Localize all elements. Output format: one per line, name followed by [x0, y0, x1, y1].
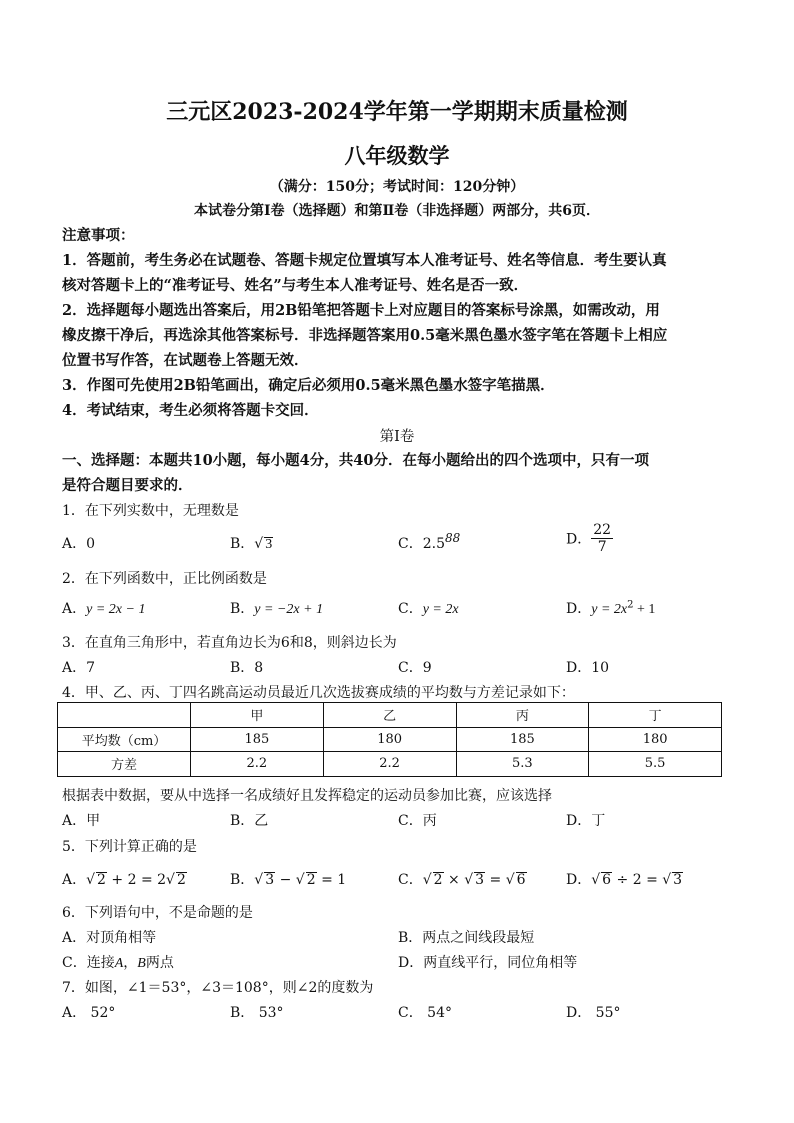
question-3-stem: 3．在直角三角形中，若直角边长为6和8，则斜边长为	[62, 635, 397, 651]
q2-option-c	[398, 598, 459, 618]
q2-b-expr: y = −2x + 1	[254, 602, 324, 617]
q7-option-c: C． 54°	[398, 1005, 452, 1021]
table-cell: 2.2	[191, 752, 324, 777]
q2-d-expr-tail: + 1	[633, 602, 656, 617]
q5-c-middle: ×	[443, 872, 465, 888]
notice-line: 核对答题卡上的“准考证号、姓名”与考生本人准考证号、姓名是否一致．	[62, 277, 529, 294]
q3-option-b: B．8	[230, 660, 264, 676]
q2-a-expr: y = 2x − 1	[86, 602, 146, 617]
table-cell: 185	[191, 727, 324, 752]
table-cell: 5.3	[456, 752, 589, 777]
q6-option-c	[62, 952, 174, 972]
q1-d-numerator: 22	[593, 522, 612, 538]
exam-structure: 本试卷分第Ⅰ卷（选择题）和第Ⅱ卷（非选择题）两部分，共6页．	[193, 203, 601, 219]
q5-a-radicand-1: 2	[97, 872, 106, 888]
q7-option-b: B． 53°	[230, 1005, 284, 1021]
q5-b-end: = 1	[316, 872, 347, 888]
radical-sign: √	[422, 872, 432, 888]
q5-d-radicand-1: 6	[602, 872, 612, 888]
q2-c-expr: y = 2x	[422, 602, 459, 617]
radical-sign: √	[505, 872, 515, 888]
q6-c-prefix: C．连接	[62, 955, 115, 971]
table-header-cell: 丙	[456, 703, 589, 728]
q5-c-radicand-1: 2	[433, 872, 443, 888]
table-cell: 180	[589, 727, 722, 752]
section-heading-cont: 是符合题目要求的．	[62, 477, 193, 494]
table-cell: 平均数（cm）	[58, 727, 191, 752]
question-6-stem: 6．下列语句中，不是命题的是	[62, 905, 253, 921]
table-cell: 方差	[58, 752, 191, 777]
q5-option-c	[398, 869, 527, 889]
question-7-stem: 7．如图，∠1＝53°，∠3＝108°，则∠2的度数为	[62, 980, 374, 996]
table-header-cell: 甲	[191, 703, 324, 728]
q1-b-radicand: 3	[265, 537, 273, 552]
table-header-row	[58, 703, 722, 728]
part-label: 第Ⅰ卷	[379, 429, 415, 445]
q1-c-main: 2.5	[422, 536, 445, 552]
notice-line: 2．选择题每小题选出答案后，用2B铅笔把答题卡上对应题目的答案标号涂黑，如需改动，用	[62, 302, 660, 319]
q6-c-separator: ，	[123, 955, 138, 971]
q1-b-label: B．	[230, 536, 255, 552]
q2-a-label: A．	[62, 601, 87, 617]
q5-option-b	[230, 869, 346, 889]
radical-sign: √	[591, 872, 601, 888]
q2-option-a	[62, 598, 145, 618]
notice-heading: 注意事项：	[62, 227, 135, 244]
q6-c-point-a: A	[114, 956, 124, 971]
table-header-cell: 乙	[323, 703, 456, 728]
table-header-cell: 丁	[589, 703, 722, 728]
notice-line: 1．答题前，考生务必在试题卷、答题卡规定位置填写本人准考证号、姓名等信息．考生要认真	[62, 252, 667, 269]
q3-option-c: C．9	[398, 660, 432, 676]
q5-c-label: C．	[398, 872, 423, 888]
q4-option-b: B．乙	[230, 813, 269, 829]
q5-d-radicand-2: 3	[673, 872, 683, 888]
q3-option-a: A．7	[62, 660, 96, 676]
table-cell: 2.2	[323, 752, 456, 777]
q6-option-a: A．对顶角相等	[62, 930, 157, 946]
q4-option-d: D．丁	[566, 813, 606, 829]
q4-option-a: A．甲	[62, 813, 101, 829]
q1-d-denominator: 7	[597, 539, 607, 555]
q5-d-label: D．	[566, 872, 592, 888]
q6-c-suffix: 两点	[145, 955, 174, 971]
question-5-stem: 5．下列计算正确的是	[62, 839, 197, 855]
q5-b-middle: −	[275, 872, 296, 888]
question-1-stem: 1．在下列实数中，无理数是	[62, 503, 239, 519]
question-4-followup: 根据表中数据，要从中选择一名成绩好且发挥稳定的运动员参加比赛，应该选择	[62, 788, 552, 804]
q1-d-label: D．	[566, 531, 592, 548]
q5-a-radicand-2: 2	[176, 872, 186, 888]
q2-b-label: B．	[230, 601, 255, 617]
q3-option-d: D．10	[566, 660, 610, 676]
q1-option-c	[398, 533, 460, 553]
radical-sign: √	[295, 872, 305, 888]
notice-line: 位置书写作答，在试题卷上答题无效．	[62, 352, 309, 369]
q4-option-c: C．丙	[398, 813, 437, 829]
radical-sign: √	[464, 872, 474, 888]
q6-option-d: D．两直线平行，同位角相等	[398, 955, 578, 971]
section-heading: 一、选择题：本题共10小题，每小题4分，共40分．在每小题给出的四个选项中，只有一项	[62, 452, 649, 469]
q5-b-radicand-2: 2	[306, 872, 316, 888]
q5-a-label: A．	[62, 872, 87, 888]
q5-a-middle: + 2 = 2	[106, 872, 167, 888]
exam-subtitle: 八年级数学	[344, 143, 450, 168]
table-row	[58, 727, 722, 752]
q5-b-radicand-1: 3	[265, 872, 275, 888]
q5-option-a	[62, 869, 187, 889]
table-header-cell	[58, 703, 191, 728]
table-cell: 5.5	[589, 752, 722, 777]
q2-option-d	[566, 598, 655, 618]
notice-line: 3．作图可先使用2B铅笔画出，确定后必须用0.5毫米黑色墨水签字笔描黑．	[62, 377, 555, 394]
q5-c-radicand-3: 6	[516, 872, 526, 888]
q2-c-label: C．	[398, 601, 423, 617]
q2-d-expr: y = 2x	[591, 602, 628, 617]
q7-option-d: D． 55°	[566, 1005, 621, 1021]
notice-line: 橡皮擦干净后，再选涂其他答案标号．非选择题答案用0.5毫米黑色墨水签字笔在答题卡上相应	[62, 327, 668, 344]
q5-c-radicand-2: 3	[475, 872, 485, 888]
q1-option-a: A．0	[62, 536, 96, 552]
radical-sign: √	[254, 536, 264, 552]
question-4-stem: 4．甲、乙、丙、丁四名跳高运动员最近几次选拔赛成绩的平均数与方差记录如下：	[62, 685, 575, 701]
q5-b-label: B．	[230, 872, 255, 888]
q1-c-repeating: 88	[444, 531, 461, 545]
exam-title: 三元区2023-2024学年第一学期期末质量检测	[166, 99, 628, 125]
q5-c-equals: =	[485, 872, 506, 888]
notice-line: 4．考试结束，考生必须将答题卡交回．	[62, 402, 319, 419]
q2-option-b	[230, 598, 323, 618]
q5-d-middle: ÷ 2 =	[612, 872, 663, 888]
athlete-stats-table	[57, 702, 722, 777]
score-time: （满分：150分；考试时间：120分钟）	[269, 179, 525, 195]
q5-option-d	[566, 869, 683, 889]
radical-sign: √	[254, 872, 264, 888]
table-row	[58, 752, 722, 777]
q1-c-label: C．	[398, 536, 423, 552]
q1-option-d	[566, 522, 613, 555]
radical-sign: √	[86, 872, 96, 888]
table-cell: 185	[456, 727, 589, 752]
q2-d-label: D．	[566, 601, 592, 617]
q6-c-point-b: B	[137, 956, 146, 971]
question-2-stem: 2．在下列函数中，正比例函数是	[62, 571, 267, 587]
table-cell: 180	[323, 727, 456, 752]
q1-option-b	[230, 533, 273, 553]
q2-d-exponent: 2	[627, 599, 634, 611]
radical-sign: √	[166, 872, 175, 888]
q6-option-b: B．两点之间线段最短	[398, 930, 535, 946]
radical-sign: √	[662, 872, 672, 888]
q1-d-fraction	[591, 522, 613, 555]
q7-option-a: A． 52°	[62, 1005, 116, 1021]
